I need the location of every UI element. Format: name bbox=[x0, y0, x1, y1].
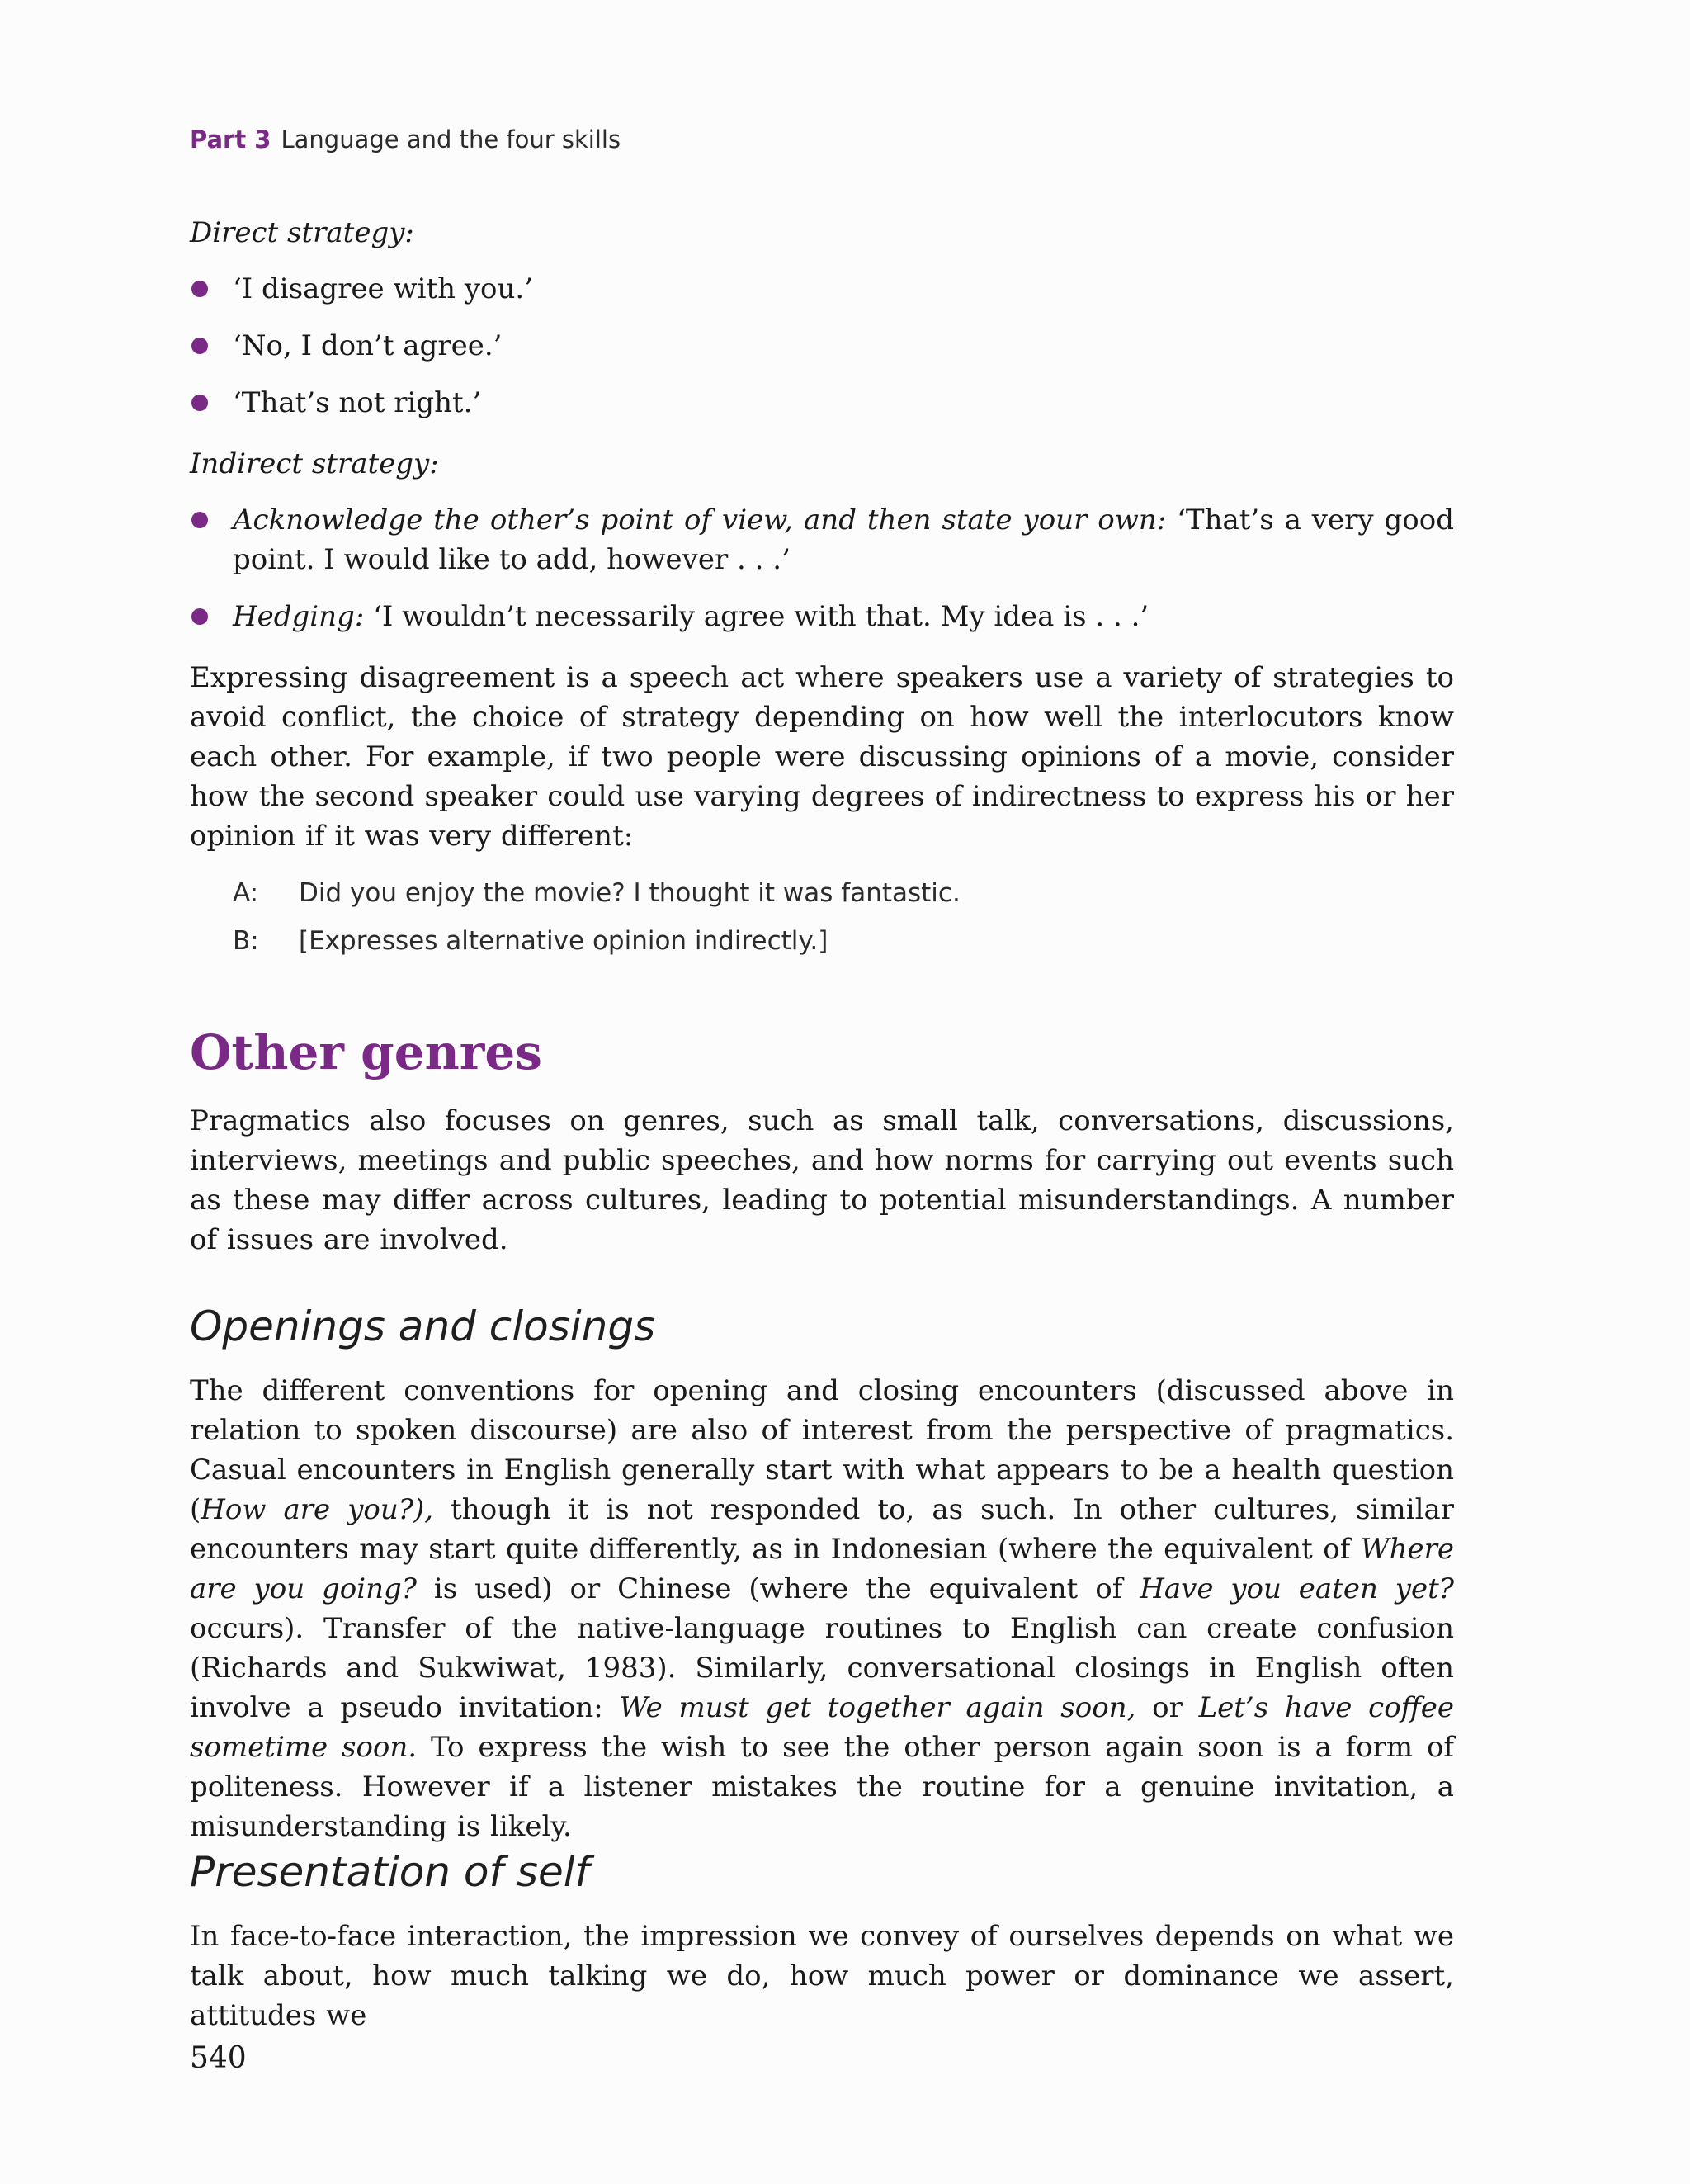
list-item-lead: Acknowledge the other’s point of view, and then state your own: bbox=[233, 503, 1167, 537]
bullet-icon bbox=[191, 512, 208, 528]
dialog-line bbox=[233, 926, 828, 956]
direct-strategy-label: Direct strategy: bbox=[190, 216, 414, 249]
example-phrase: Have you eaten yet? bbox=[1140, 1572, 1454, 1605]
presentation-paragraph-block bbox=[190, 1917, 1454, 2035]
list-item-text: ‘That’s a very good point. I would like to add, however . . .’ bbox=[233, 503, 1454, 576]
presentation-heading: Presentation of self bbox=[190, 1848, 590, 1896]
bullet-icon bbox=[191, 281, 208, 297]
indirect-strategy-list bbox=[190, 500, 1454, 636]
text-run: is used) or Chinese (where the equivalent of bbox=[417, 1572, 1140, 1605]
list-item bbox=[190, 597, 1454, 636]
list-item bbox=[190, 326, 1454, 366]
running-head-part: Part 3 bbox=[190, 125, 271, 154]
list-item-text: ‘No, I don’t agree.’ bbox=[233, 329, 503, 362]
book-page bbox=[190, 0, 1454, 2184]
indirect-strategy-block bbox=[190, 444, 1454, 636]
running-head-title: Language and the four skills bbox=[281, 125, 621, 154]
list-item-text: ‘I wouldn’t necessarily agree with that. My idea is . . .’ bbox=[364, 600, 1149, 633]
example-phrase: Where are you going? bbox=[190, 1533, 1454, 1605]
list-item-text: ‘That’s not right.’ bbox=[233, 386, 482, 419]
example-phrase: How are you?), bbox=[201, 1493, 434, 1526]
bullet-icon bbox=[191, 338, 208, 354]
example-phrase: Let’s have coffee sometime soon. bbox=[190, 1691, 1455, 1764]
list-item bbox=[190, 383, 1454, 423]
text-run: or bbox=[1135, 1691, 1199, 1724]
text-run: occurs). Transfer of the native-language routines to English can create confusion (Richards and Sukwiwat, 1983). Similarly, conversational closings in English often involve a pseudo invitation: bbox=[190, 1612, 1454, 1724]
text-run: though it is not responded to, as such. In other cultures, similar encounters may start quite differently, as in Indonesian (where the equivalent of bbox=[190, 1493, 1454, 1566]
openings-heading: Openings and closings bbox=[190, 1302, 656, 1350]
dialog-speaker: B: bbox=[233, 926, 259, 956]
bullet-icon bbox=[191, 608, 208, 625]
direct-strategy-list bbox=[190, 269, 1454, 423]
list-item-lead: Hedging: bbox=[233, 600, 365, 633]
list-item-text: ‘I disagree with you.’ bbox=[233, 272, 534, 305]
text-run: To express the wish to see the other person again soon is a form of politeness. However if a listener mistakes the routine for a genuine invitation, a misunderstanding is likely. bbox=[190, 1731, 1454, 1843]
disagreement-paragraph: Expressing disagreement is a speech act where speakers use a variety of strategies to avoid conflict, the choice of strategy depending on how well the interlocutors know each other. For example, if two people were discussing opinions of a movie, consider how the second speaker could use varying degrees of indirectness to express his or her opinion if it was very different: bbox=[190, 661, 1454, 853]
openings-paragraph bbox=[190, 1371, 1454, 1846]
indirect-strategy-label: Indirect strategy: bbox=[190, 447, 439, 480]
running-head bbox=[190, 125, 621, 154]
example-phrase: We must get together again soon, bbox=[619, 1691, 1136, 1724]
list-item bbox=[190, 269, 1454, 309]
text-run: The different conventions for opening and closing encounters (discussed above in relation to spoken discourse) are also of interest from the perspective of pragmatics. Casual encounters in English generally start with what appears to be a health question ( bbox=[190, 1374, 1454, 1526]
dialog-text: Did you enjoy the movie? I thought it was fantastic. bbox=[299, 878, 961, 908]
openings-paragraph-block bbox=[190, 1371, 1454, 1846]
dialog-line bbox=[233, 878, 961, 908]
presentation-paragraph: In face-to-face interaction, the impression we convey of ourselves depends on what we talk about, how much talking we do, how much power or dominance we assert, attitudes we bbox=[190, 1920, 1454, 2032]
genres-paragraph: Pragmatics also focuses on genres, such as small talk, conversations, discussions, interviews, meetings and public speeches, and how norms for carrying out events such as these may differ across cultures, leading to potential misunderstandings. A number of issues are involved. bbox=[190, 1104, 1454, 1256]
page-number: 540 bbox=[190, 2041, 247, 2075]
genres-paragraph-block bbox=[190, 1101, 1454, 1260]
disagreement-paragraph-block bbox=[190, 658, 1454, 856]
dialog-text: [Expresses alternative opinion indirectly.] bbox=[299, 926, 828, 956]
direct-strategy-block bbox=[190, 213, 1454, 423]
list-item bbox=[190, 500, 1454, 579]
section-heading: Other genres bbox=[190, 1024, 542, 1080]
dialog-speaker: A: bbox=[233, 878, 259, 908]
bullet-icon bbox=[191, 395, 208, 411]
